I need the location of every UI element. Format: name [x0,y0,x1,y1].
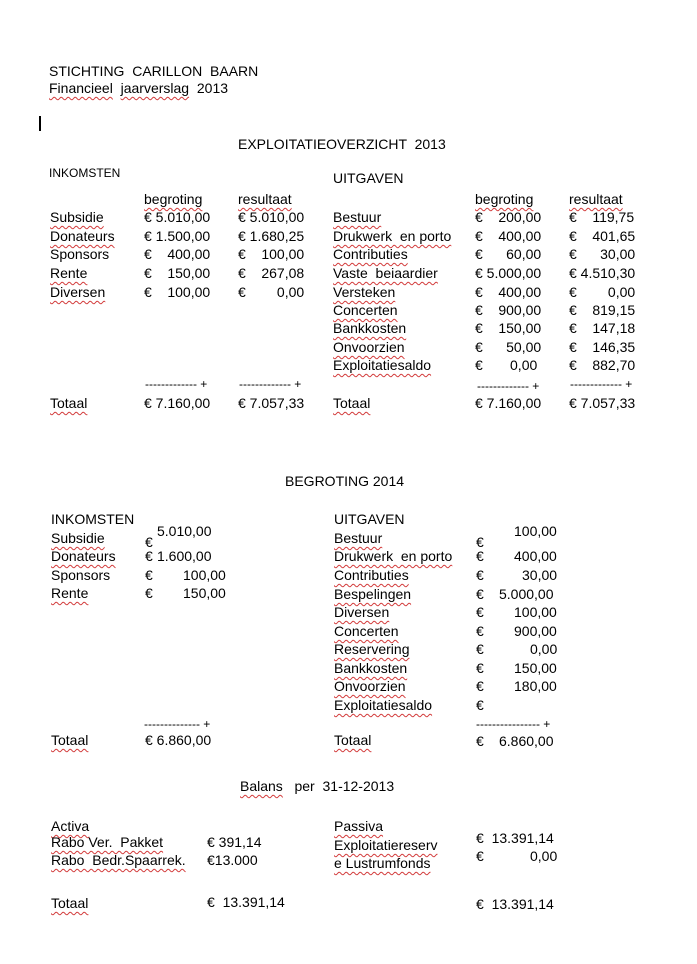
begr-expense-label: Onvoorzien [334,678,406,694]
activa-total: € 13.391,14 [207,894,285,910]
begr-expense-currency: € [476,604,484,620]
begr-expense-total-currency: € [476,733,484,749]
expl-income-result: € 5.010,00 [238,209,305,225]
begr-expense-amount: 30,00 [522,567,558,583]
begr-income-label: Sponsors [51,567,111,583]
expl-income-result: € 267,08 [238,265,305,281]
expl-income-result: € 0,00 [238,284,305,300]
activa-item-amount: €13.000 [207,852,258,868]
begr-income-amount: 150,00 [183,585,226,601]
begr-expense-amount: 400,00 [514,548,557,564]
expl-expense-result: € 119,75 [569,209,635,225]
expl-income-col-result: resultaat [238,191,292,207]
expl-expense-result: € 0,00 [569,284,636,300]
expl-expense-budget: € 150,00 [475,320,542,336]
begr-expense-label: Reservering [334,641,410,657]
expl-expense-budget: € 60,00 [475,246,542,262]
expl-expense-label: Bankkosten [333,320,407,336]
begr-expense-currency: € [476,678,484,694]
sum-line: ---------------- + [476,717,551,731]
begr-expense-currency: € [476,641,484,657]
begr-income-label: Subsidie [51,530,105,546]
sum-line: ------------- + [570,377,633,391]
expl-expense-label: Versteken [333,284,396,300]
expl-expense-budget: € 50,00 [475,339,542,355]
expl-income-label: Subsidie [50,209,104,225]
expl-expense-result: € 30,00 [569,246,636,262]
begr-expense-currency: € [476,567,484,583]
expl-income-budget: € 1.500,00 [144,228,211,244]
begr-expense-amount: 100,00 [514,604,557,620]
begr-expense-label: Contributies [334,567,409,583]
activa-heading: Activa [51,818,90,834]
begr-expense-currency: € [476,623,484,639]
passiva-heading: Passiva [334,818,384,834]
begr-income-label: Rente [51,585,89,601]
expl-income-heading: INKOMSTEN [49,166,121,180]
activa-total-label: Totaal [51,895,89,911]
expl-income-result: € 100,00 [238,246,305,262]
begr-income-total: € 6.860,00 [145,732,212,748]
expl-expense-col-budget: begroting [475,191,534,207]
sum-line: ------------- + [239,377,302,391]
begr-expense-label: Diversen [334,604,390,620]
sum-line: ------------- + [477,379,540,393]
sum-line: -------------- + [144,717,211,731]
begr-income-currency: € [145,567,153,583]
expl-expense-budget: € 400,00 [475,228,542,244]
passiva-item-currency: € [476,848,484,864]
begr-income-currency: € [145,585,153,601]
expl-income-total-result: € 7.057,33 [238,395,305,411]
begr-expense-total: 6.860,00 [499,733,554,749]
begr-expense-label: Bespelingen [334,586,412,602]
report-subtitle: Financieel jaarverslag 2013 [49,80,229,96]
expl-income-label: Donateurs [50,228,115,244]
expl-expense-label: Concerten [333,302,398,318]
expl-income-budget: € 400,00 [144,246,211,262]
expl-expense-label: Exploitatiesaldo [333,357,432,373]
begr-expense-currency: € [476,697,484,713]
activa-item-label: Rabo Bedr.Spaarrek. [51,852,186,868]
expl-income-label: Rente [50,265,88,281]
expl-expense-label: Onvoorzien [333,339,405,355]
expl-income-total-label: Totaal [50,395,88,411]
begr-expense-label: Exploitatiesaldo [334,697,433,713]
begr-income-total-label: Totaal [51,732,89,748]
expl-expense-budget: € 400,00 [475,284,542,300]
organization-name: STICHTING CARILLON BAARN [49,63,259,79]
expl-income-col-budget: begroting [144,191,203,207]
expl-expense-budget: € 0,00 [475,357,538,373]
begr-expense-amount: 5.000,00 [499,586,554,602]
expl-expense-budget: € 5.000,00 [475,265,542,281]
begr-expense-heading: UITGAVEN [334,511,405,527]
begr-expense-amount: 100,00 [514,523,557,539]
balance-title: Balans per 31-12-2013 [240,778,395,794]
begr-expense-amount: 0,00 [530,641,558,657]
sum-line: ------------- + [145,377,208,391]
expl-expense-result: € 819,15 [569,302,636,318]
expl-expense-total-budget: € 7.160,00 [475,395,542,411]
activa-item-amount: € 391,14 [207,834,262,850]
expl-expense-total-result: € 7.057,33 [569,395,636,411]
expl-expense-col-result: resultaat [569,191,623,207]
begr-income-amount: 5.010,00 [157,523,212,539]
expl-expense-label: Bestuur [333,209,382,225]
begr-expense-amount: 900,00 [514,623,557,639]
begr-expense-label: Drukwerk en porto [334,548,453,564]
begr-income-heading: INKOMSTEN [51,511,135,527]
expl-expense-budget: € 900,00 [475,302,542,318]
passiva-item-label: Exploitatiereserv [334,837,438,853]
passiva-item-label-continued: e Lustrumfonds [334,855,431,871]
expl-expense-label: Contributies [333,246,408,262]
expl-expense-heading: UITGAVEN [333,170,404,186]
begr-expense-currency: € [476,548,484,564]
expl-income-budget: € 100,00 [144,284,211,300]
begr-expense-currency: € [476,586,484,602]
expl-expense-result: € 146,35 [569,339,636,355]
passiva-item-amount: 0,00 [530,848,558,864]
begr-expense-label: Concerten [334,623,399,639]
begr-expense-total-label: Totaal [334,732,372,748]
expl-expense-result: € 882,70 [569,357,636,373]
begr-expense-currency: € [476,534,484,550]
exploitation-title: EXPLOITATIEOVERZICHT 2013 [238,136,446,152]
expl-income-label: Sponsors [50,246,110,262]
expl-income-total-budget: € 7.160,00 [144,395,211,411]
begr-income-label: Donateurs [51,548,116,564]
expl-expense-result: € 4.510,30 [569,265,636,281]
begr-income-amount: 100,00 [183,567,226,583]
begr-expense-amount: 180,00 [514,678,557,694]
expl-income-budget: € 5.010,00 [144,209,211,225]
expl-expense-label: Drukwerk en porto [333,228,452,244]
begr-expense-label: Bankkosten [334,660,408,676]
budget-title: BEGROTING 2014 [285,473,405,489]
expl-income-label: Diversen [50,284,106,300]
expl-expense-label: Vaste beiaardier [333,265,438,281]
expl-expense-result: € 401,65 [569,228,636,244]
passiva-item-amount: € 13.391,14 [476,830,554,846]
begr-income-currency: € [145,548,153,564]
begr-income-amount: 1.600,00 [157,548,212,564]
expl-expense-total-label: Totaal [333,395,371,411]
begr-income-currency: € [145,534,153,550]
text-cursor [39,116,41,131]
begr-expense-label: Bestuur [334,530,383,546]
expl-income-result: € 1.680,25 [238,228,305,244]
expl-expense-result: € 147,18 [569,320,636,336]
begr-expense-currency: € [476,660,484,676]
expl-expense-budget: € 200,00 [475,209,542,225]
passiva-total: € 13.391,14 [476,896,554,912]
begr-expense-amount: 150,00 [514,660,557,676]
activa-item-label: Rabo Ver. Pakket [51,834,164,850]
expl-income-budget: € 150,00 [144,265,211,281]
